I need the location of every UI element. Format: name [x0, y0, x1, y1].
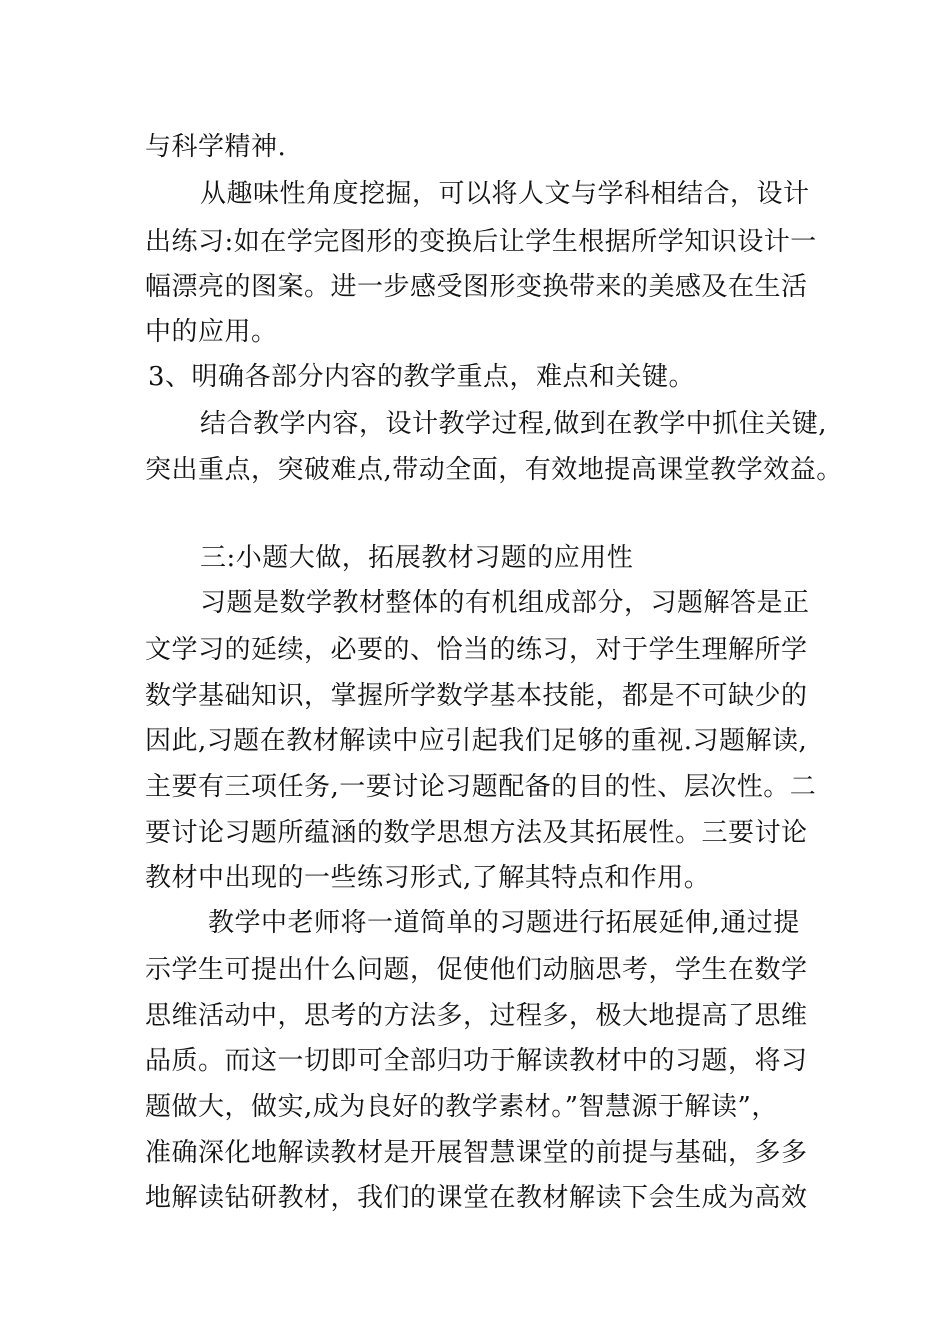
paragraph-first-line: 结合教学内容，设计教学过程,做到在教学中抓住关键, [200, 409, 828, 439]
text-line: 示学生可提出什么问题，促使他们动脑思考，学生在数学 [145, 955, 808, 985]
paragraph-first-line: 习题是数学教材整体的有机组成部分，习题解答是正 [200, 588, 810, 618]
paragraph-first-line: 教学中老师将一道简单的习题进行拓展延伸,通过提 [208, 908, 800, 938]
text-line: 文学习的延续，必要的、恰当的练习，对于学生理解所学 [145, 635, 808, 665]
paragraph-first-line: 从趣味性角度挖掘，可以将人文与学科相结合，设计 [200, 179, 810, 209]
text-line: 教材中出现的一些练习形式,了解其特点和作用。 [145, 863, 711, 893]
text-line: 题做大，做实,成为良好的教学素材。”智慧源于解读”， [145, 1092, 778, 1122]
text-line: 要讨论习题所蕴涵的数学思想方法及其拓展性。三要讨论 [145, 818, 808, 848]
text-line: 准确深化地解读教材是开展智慧课堂的前提与基础，多多 [145, 1138, 808, 1168]
text-line: 数学基础知识，掌握所学数学基本技能，都是不可缺少的 [145, 681, 808, 711]
text-line: 突出重点，突破难点,带动全面，有效地提高课堂教学效益。 [145, 455, 843, 485]
text-line: 因此,习题在教材解读中应引起我们足够的重视.习题解读, [145, 726, 808, 756]
text-line: 幅漂亮的图案。进一步感受图形变换带来的美感及在生活 [145, 272, 808, 302]
text-line: 思维活动中，思考的方法多，过程多，极大地提高了思维 [145, 1001, 808, 1031]
text-line: 品质。而这一切即可全部归功于解读教材中的习题，将习 [145, 1046, 808, 1076]
section-heading: 三:小题大做，拓展教材习题的应用性 [200, 543, 634, 573]
text-line: 主要有三项任务,一要讨论习题配备的目的性、层次性。二 [145, 772, 817, 802]
text-line: 出练习:如在学完图形的变换后让学生根据所学知识设计一 [145, 227, 817, 257]
section-heading: 3、明确各部分内容的教学重点，难点和关键。 [148, 362, 696, 392]
text-line: 中的应用。 [145, 317, 278, 347]
text-line: 地解读钻研教材，我们的课堂在教材解读下会生成为高效 [145, 1183, 808, 1213]
text-line: 与科学精神. [145, 132, 287, 162]
